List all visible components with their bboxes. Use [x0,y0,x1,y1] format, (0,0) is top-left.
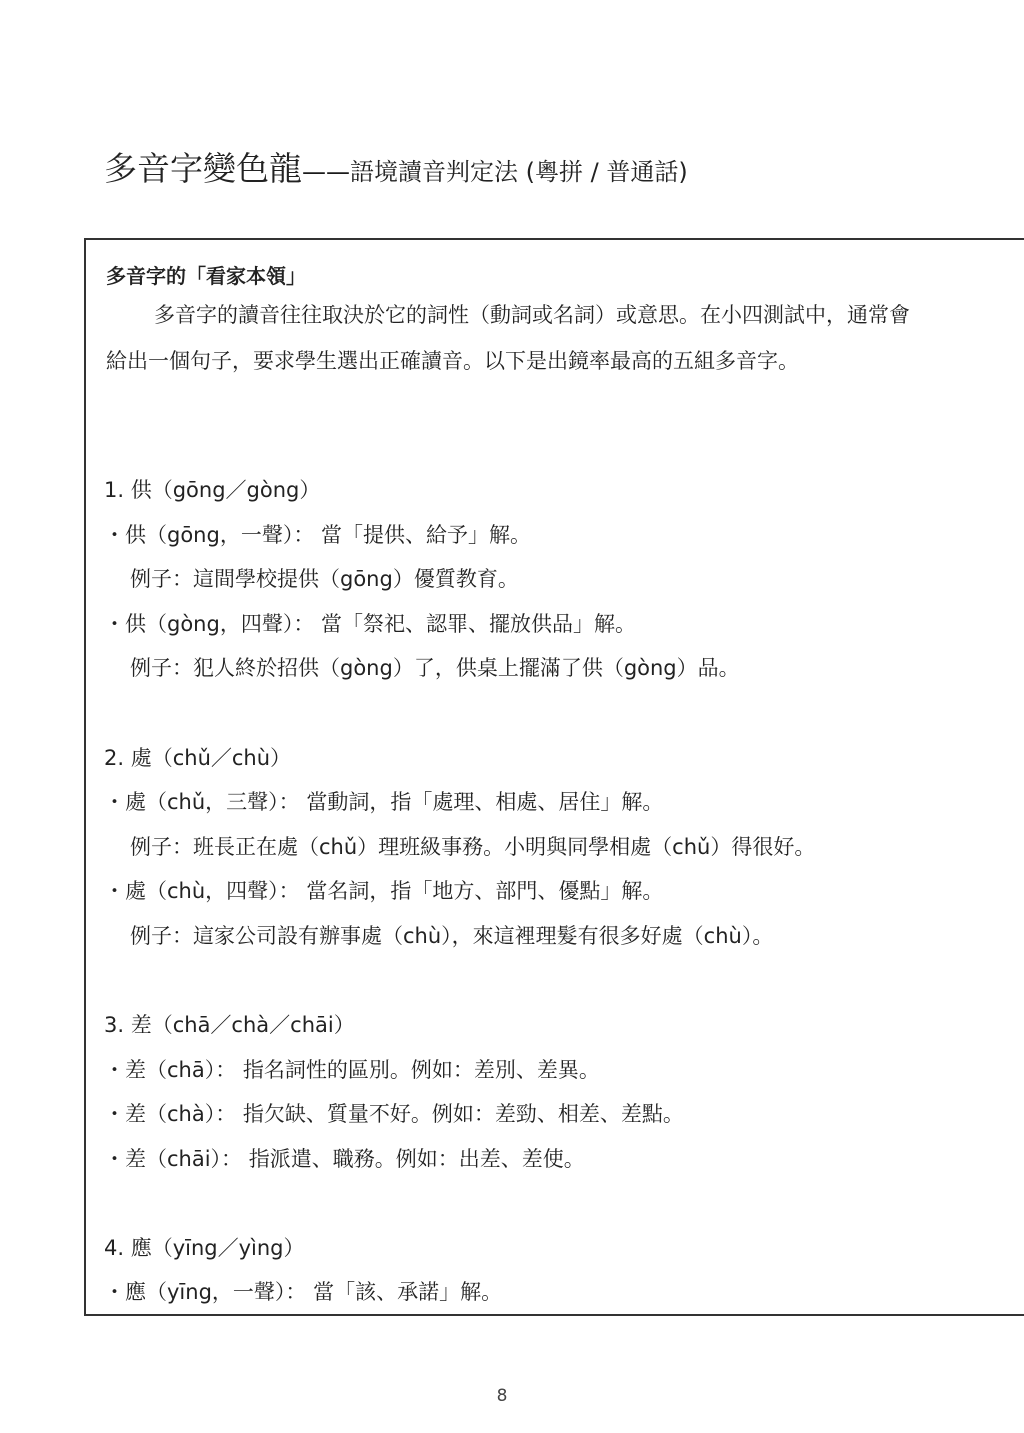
section-1-item-2: ・供（gòng，四聲）： 當「祭祀、認罪、擺放供品」解。 [104,612,636,636]
heading-main-title: 多音字變色龍 [104,149,302,188]
section-2-example-1: 例子：班長正在處（chǔ）理班級事務。小明與同學相處（chǔ）得很好。 [130,835,816,859]
section-3-item-3: ・差（chāi）： 指派遣、職務。例如：出差、差使。 [104,1147,585,1171]
section-2-example-2: 例子：這家公司設有辦事處（chù），來這裡理髮有很多好處（chù）。 [130,924,774,948]
heading-dash: —— [302,158,350,186]
heading-subtitle: 語境讀音判定法 (粵拼 / 普通話) [350,158,688,186]
page-number: 8 [496,1386,508,1406]
section-4-item-1: ・應（yīng，一聲）： 當「該、承諾」解。 [104,1280,503,1304]
section-1-item-1: ・供（gōng，一聲）： 當「提供、給予」解。 [104,523,531,547]
section-1-example-2: 例子：犯人終於招供（gòng）了，供桌上擺滿了供（gòng）品。 [130,656,740,680]
content-box [84,238,1024,1316]
intro-paragraph: 多音字的讀音往往取決於它的詞性（動詞或名詞）或意思。在小四測試中，通常會給出一個句子，要求學生選出正確讀音。以下是出鏡率最高的五組多音字。 [106,303,910,373]
section-3-item-2: ・差（chà）： 指欠缺、質量不好。例如：差勁、相差、差點。 [104,1102,684,1126]
box-title: 多音字的「看家本領」 [106,264,306,288]
section-1-heading: 1. 供（gōng／gòng） [104,478,321,502]
section-2-item-1: ・處（chǔ，三聲）： 當動詞，指「處理、相處、居住」解。 [104,790,664,814]
section-3-heading: 3. 差（chā／chà／chāi） [104,1013,355,1037]
section-3-item-1: ・差（chā）： 指名詞性的區別。例如：差別、差異。 [104,1058,600,1082]
section-2-item-2: ・處（chù，四聲）： 當名詞，指「地方、部門、優點」解。 [104,879,664,903]
section-4-heading: 4. 應（yīng／yìng） [104,1236,305,1260]
section-2-heading: 2. 處（chǔ／chù） [104,746,292,770]
page-heading [104,149,688,188]
section-1-example-1: 例子：這間學校提供（gōng）優質教育。 [130,567,519,591]
